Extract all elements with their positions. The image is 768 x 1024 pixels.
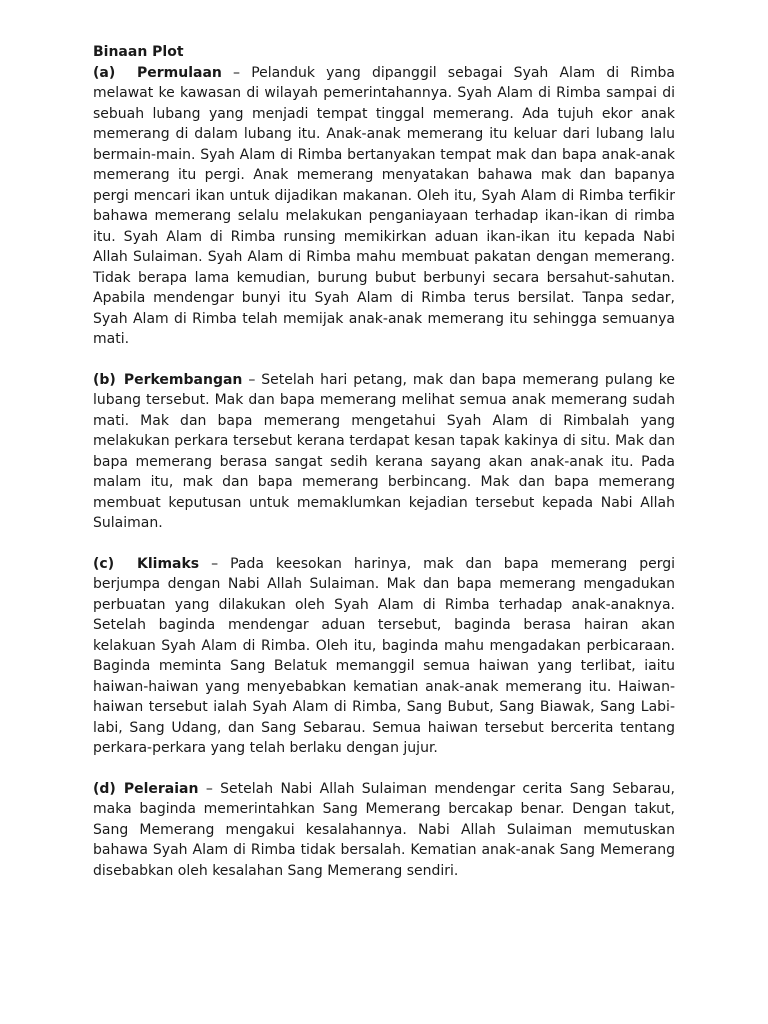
section-marker: (a) [93,64,116,81]
section-text: – Pelanduk yang dipanggil sebagai Syah Alam di Rimba melawat ke kawasan di wilayah pemerintahannya. Syah Alam di Rimba sampai di sebuah lubang yang menjadi tempat tinggal memerang. Ada tujuh ekor anak memerang di dalam lubang itu. Anak-anak memerang itu keluar dari lubang lalu bermain-main. Syah Alam di Rimba bertanyakan tempat mak dan bapa anak-anak memerang itu pergi. Anak memerang menyatakan bahawa mak dan bapanya pergi mencari ikan untuk dijadikan makanan. Oleh itu, Syah Alam di Rimba terfikir bahawa memerang selalu melakukan penganiayaan terhadap ikan-ikan di rimba itu. Syah Alam di Rimba runsing memikirkan aduan ikan-ikan itu kepada Nabi Allah Sulaiman. Syah Alam di Rimba mahu membuat pakatan dengan memerang. Tidak berapa lama kemudian, burung bubut berbunyi secara bersahut-sahutan. Apabila mendengar bunyi itu Syah Alam di Rimba terus bersilat. Tanpa sedar, Syah Alam di Rimba telah memijak anak-anak memerang itu sehingga semuanya mati. [93,64,675,347]
section-marker: (b) [93,371,116,388]
section-permulaan [93,63,675,350]
section-heading: Permulaan [137,64,222,81]
section-marker: (d) [93,780,116,797]
section-peleraian [93,779,675,882]
section-text: – Setelah Nabi Allah Sulaiman mendengar cerita Sang Sebarau, maka baginda memerintahkan Sang Memerang bercakap benar. Dengan takut, Sang Memerang mengakui kesalahannya. Nabi Allah Sulaiman memutuskan bahawa Syah Alam di Rimba tidak bersalah. Kematian anak-anak Sang Memerang disebabkan oleh kesalahan Sang Memerang sendiri. [93,780,676,879]
section-perkembangan [93,370,675,534]
section-marker: (c) [93,555,115,572]
section-klimaks [93,554,675,759]
document-title: Binaan Plot [93,44,184,60]
section-text: – Pada keesokan harinya, mak dan bapa memerang pergi berjumpa dengan Nabi Allah Sulaiman. Mak dan bapa memerang mengadukan perbuatan yang dilakukan oleh Syah Alam di Rimba terhadap anak-anaknya. Setelah baginda mendengar aduan tersebut, baginda berasa hairan akan kelakuan Syah Alam di Rimba. Oleh itu, baginda mahu mengadakan perbicaraan. Baginda meminta Sang Belatuk memanggil semua haiwan yang terlibat, iaitu haiwan-haiwan yang menyebabkan kematian anak-anak memerang itu. Haiwan-haiwan tersebut ialah Syah Alam di Rimba, Sang Bubut, Sang Biawak, Sang Labi-labi, Sang Udang, dan Sang Sebarau. Semua haiwan tersebut bercerita tentang perkara-perkara yang telah berlaku dengan jujur. [93,555,676,756]
document-page [93,42,675,901]
section-heading: Klimaks [137,555,200,572]
section-heading: Perkembangan [123,371,243,388]
section-text: – Setelah hari petang, mak dan bapa memerang pulang ke lubang tersebut. Mak dan bapa memerang melihat semua anak memerang sudah mati. Mak dan bapa memerang mengetahui Syah Alam di Rimbalah yang melakukan perkara tersebut kerana terdapat kesan tapak kakinya di situ. Mak dan bapa memerang berasa sangat sedih kerana sayang akan anak-anak itu. Pada malam itu, mak dan bapa memerang berbincang. Mak dan bapa memerang membuat keputusan untuk memaklumkan kejadian tersebut kepada Nabi Allah Sulaiman. [93,371,676,531]
section-heading: Peleraian [123,780,199,797]
